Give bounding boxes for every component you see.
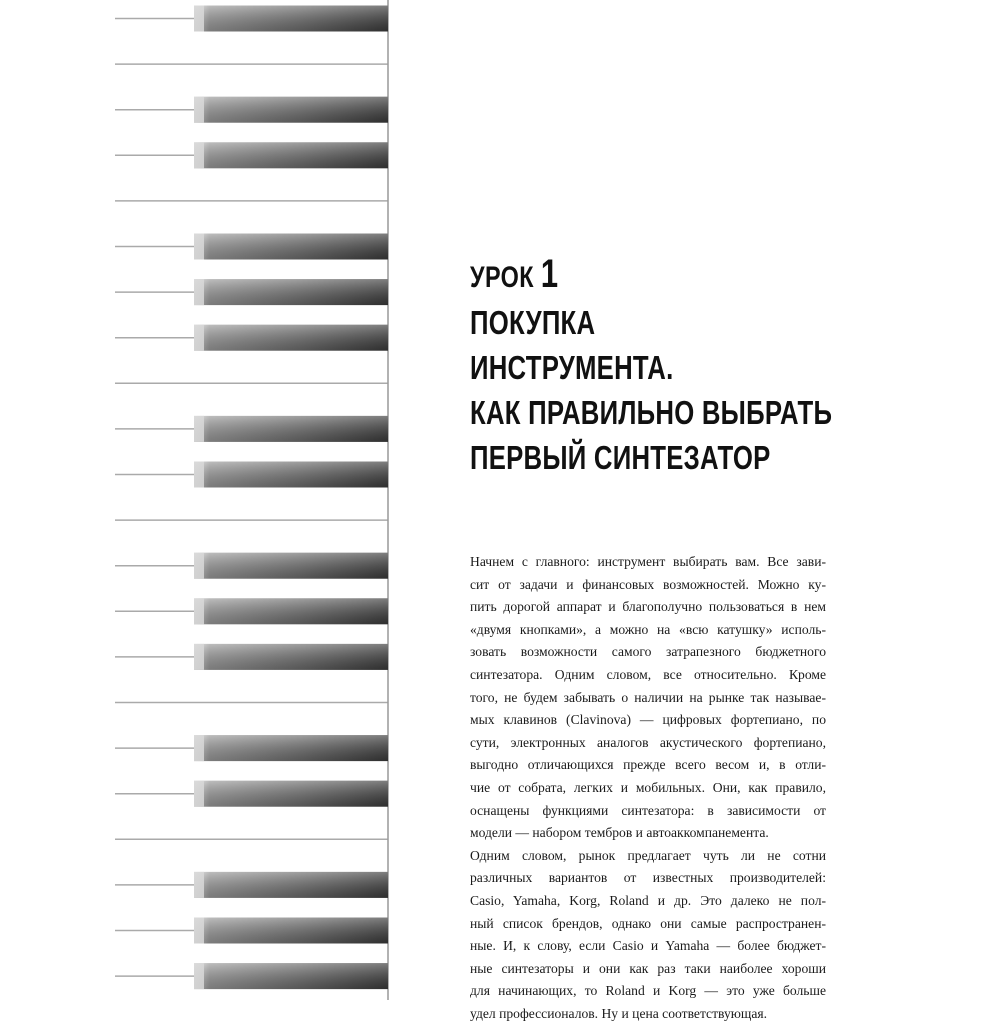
text-line: для начинающих, то Roland и Korg — это уже больше: [470, 983, 826, 999]
text-line: различных вариантов от известных производителей:: [470, 870, 826, 886]
chapter-title-line: КАК ПРАВИЛЬНО ВЫБРАТЬ: [470, 394, 833, 431]
text-line: чие от собрата, легких и мобильных. Они, как правило,: [470, 779, 826, 795]
text-line: мых клавинов (Clavinova) — цифровых фортепиано, по: [470, 712, 826, 728]
black-key: [194, 735, 388, 761]
black-key: [194, 325, 388, 351]
body-text: [470, 551, 826, 1025]
text-line: оснащены функциями синтезатора: в зависимости от: [470, 802, 826, 818]
black-key: [194, 598, 388, 624]
black-key: [194, 416, 388, 442]
text-line: модели — набором тембров и автоаккомпанемента.: [470, 825, 769, 841]
black-key: [194, 872, 388, 898]
text-line: зовать возможности самого затрапезного бюджетного: [470, 644, 826, 660]
text-line: пить дорогой аппарат и благополучно пользоваться в нем: [470, 599, 826, 615]
text-line: того, не будем забывать о наличии на рынке так называе-: [470, 689, 826, 705]
black-key: [194, 781, 388, 807]
black-key: [194, 6, 388, 32]
black-key: [194, 234, 388, 260]
black-key: [194, 553, 388, 579]
text-line: удел профессионалов. Ну и цена соответствующая.: [470, 1005, 768, 1021]
chapter-title-line: ПЕРВЫЙ СИНТЕЗАТОР: [470, 439, 771, 476]
text-line: Casio, Yamaha, Korg, Roland и др. Это далеко не пол-: [470, 892, 826, 908]
black-key: [194, 462, 388, 488]
black-key: [194, 97, 388, 123]
text-line: сит от задачи и финансовых возможностей. Можно ку-: [470, 576, 826, 592]
text-line: синтезатора. Одним словом, все относительно. Кроме: [470, 666, 826, 682]
chapter-heading: [470, 252, 833, 480]
lesson-number: 1: [540, 252, 559, 296]
black-key: [194, 963, 388, 989]
black-key: [194, 279, 388, 305]
black-key: [194, 644, 388, 670]
text-line: Одним словом, рынок предлагает чуть ли не сотни: [470, 847, 826, 863]
lesson-word: УРОК: [470, 261, 534, 294]
paragraph: [470, 551, 826, 845]
piano-keyboard-illustration: [0, 0, 400, 1000]
black-key: [194, 142, 388, 168]
text-line: сути, электронных аналогов акустического фортепиано,: [470, 734, 826, 750]
text-line: ные. И, к слову, если Casio и Yamaha — более бюджет-: [470, 938, 826, 954]
text-line: «двумя кнопками», а можно на «всю катушку» исполь-: [470, 621, 826, 637]
chapter-title-line: ИНСТРУМЕНТА.: [470, 349, 674, 386]
text-line: ный список брендов, однако они самые распространен-: [470, 915, 826, 931]
lesson-label: [470, 252, 798, 300]
text-line: ные синтезаторы и они как раз таки наиболее хороши: [470, 960, 826, 976]
text-line: Начнем с главного: инструмент выбирать вам. Все зави-: [470, 554, 826, 569]
chapter-title-line: ПОКУПКА: [470, 304, 596, 341]
paragraph: [470, 845, 826, 1025]
black-key: [194, 918, 388, 944]
text-line: выгодно отличающихся прежде всего весом и, в отли-: [470, 757, 826, 773]
